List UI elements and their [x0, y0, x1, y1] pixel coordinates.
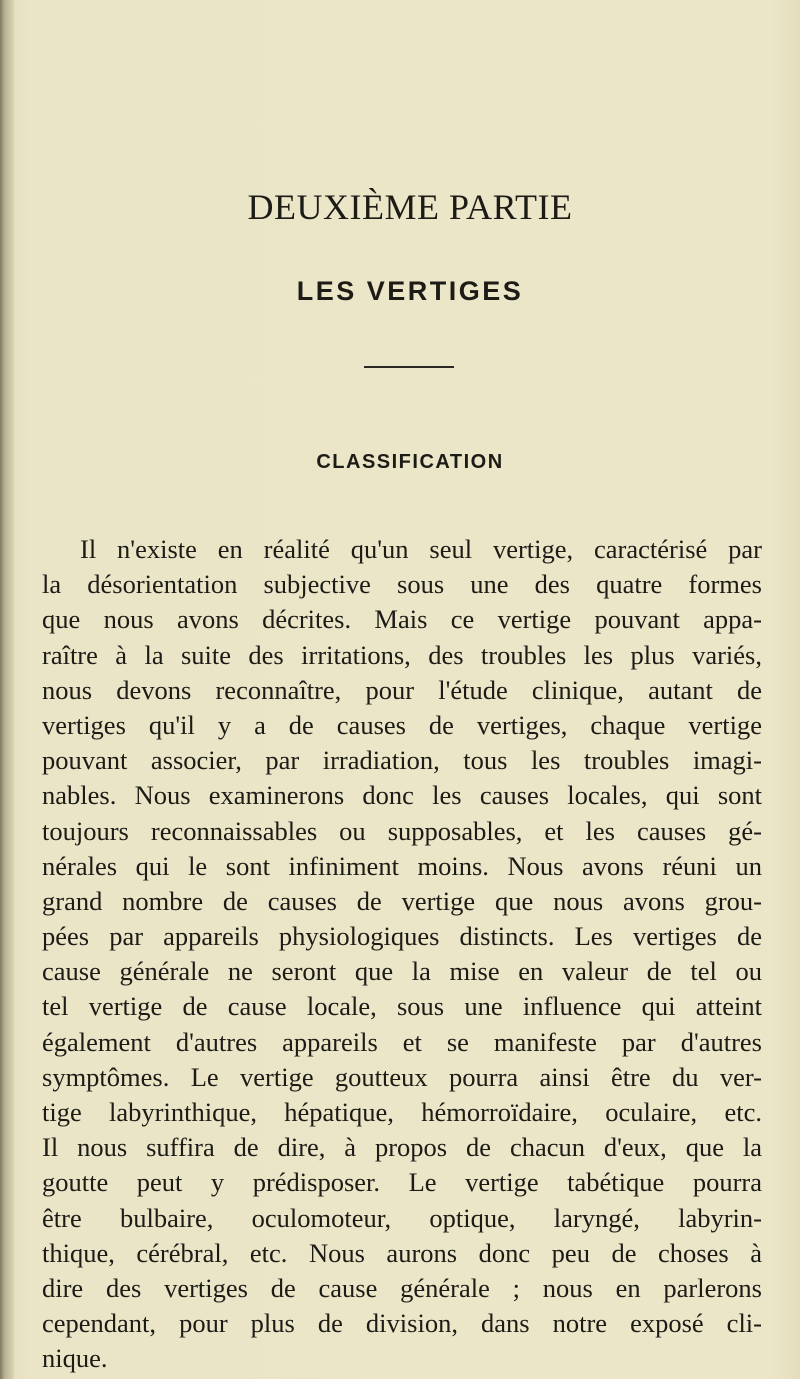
- paragraph-line: être bulbaire, oculomoteur, optique, laryngé, labyrin-: [42, 1202, 762, 1233]
- paragraph-line: que nous avons décrites. Mais ce vertige pouvant appa-: [42, 604, 762, 635]
- paragraph-line: grand nombre de causes de vertige que nous avons grou-: [42, 885, 762, 916]
- paragraph-line: nérales qui le sont infiniment moins. Nous avons réuni un: [42, 850, 762, 881]
- paragraph-line: raître à la suite des irritations, des troubles les plus variés,: [42, 639, 762, 670]
- paragraph-line: toujours reconnaissables ou supposables, et les causes gé-: [42, 815, 762, 846]
- chapter-title: LES VERTIGES: [296, 276, 524, 306]
- paragraph-line: goutte peut y prédisposer. Le vertige tabétique pourra: [42, 1167, 762, 1198]
- title-divider: [364, 366, 454, 368]
- paragraph-line: pées par appareils physiologiques distincts. Les vertiges de: [42, 921, 762, 952]
- body-paragraph: [42, 532, 762, 1377]
- paragraph-line: nables. Nous examinerons donc les causes locales, qui sont: [42, 780, 762, 811]
- paragraph-line: symptômes. Le vertige goutteux pourra ainsi être du ver-: [42, 1061, 762, 1092]
- paragraph-line: nique.: [42, 1343, 108, 1374]
- paragraph-line: la désorientation subjective sous une des quatre formes: [42, 569, 762, 600]
- paragraph-line: vertiges qu'il y a de causes de vertiges, chaque vertige: [42, 709, 762, 740]
- paragraph-line: cependant, pour plus de division, dans notre exposé cli-: [42, 1308, 762, 1339]
- paragraph-line: thique, cérébral, etc. Nous aurons donc peu de choses à: [42, 1237, 762, 1268]
- paragraph-line: nous devons reconnaître, pour l'étude clinique, autant de: [42, 674, 762, 705]
- section-title: CLASSIFICATION: [316, 451, 504, 473]
- paragraph-line: tel vertige de cause locale, sous une influence qui atteint: [42, 991, 762, 1022]
- paragraph-line: pouvant associer, par irradiation, tous les troubles imagi-: [42, 745, 762, 776]
- paragraph-line: Il nous suffira de dire, à propos de chacun d'eux, que la: [42, 1132, 762, 1163]
- paragraph-line: également d'autres appareils et se manifeste par d'autres: [42, 1026, 762, 1057]
- paragraph-line: Il n'existe en réalité qu'un seul vertige, caractérisé par: [80, 534, 762, 564]
- paragraph-line: dire des vertiges de cause générale ; nous en parlerons: [42, 1272, 762, 1303]
- paragraph-line: cause générale ne seront que la mise en valeur de tel ou: [42, 956, 762, 987]
- part-title: DEUXIÈME PARTIE: [247, 187, 573, 227]
- paragraph-line: tige labyrinthique, hépatique, hémorroïdaire, oculaire, etc.: [42, 1097, 762, 1127]
